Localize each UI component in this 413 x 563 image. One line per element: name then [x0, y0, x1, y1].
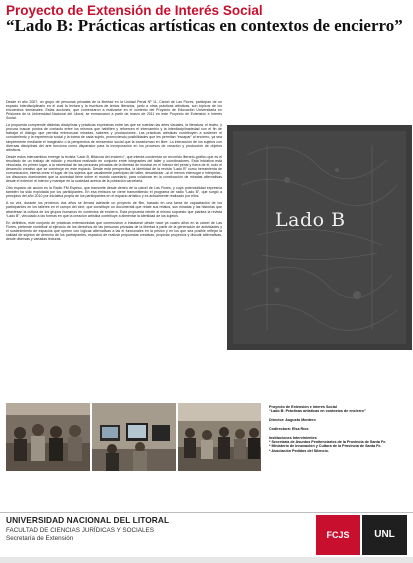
body-paragraph: A su vez, durante los próximos dos años se llevará adelante un proyecto de film, basado en una tarea de capacitación de los participantes en los talleres en el campo del cine, que constituye un documental que relate sus relatos, sus miradas y las historias que atraviesan la cultura de los grupos humanos en contextos de encierro. Esta propuesta remite al mismo supuesto que plantea la revista “Lado B”, vinculado a las formas en que la creación artística contribuye a alimentar la identidad de los sujetos.: [6, 201, 222, 218]
magazine-cover-image: [227, 125, 412, 350]
body-paragraph: Desde estos intercambios emerge la revista “Lado B, Bitácora del encierro”, que intenta condensar un recorrido literario-gráfico que es el resultado de un trabajo de edición y escritura realizado en conjunto entre integrantes del taller y coordinadores. Esta iniciativa está vinculada, en primer lugar, a la necesidad de las personas privadas de la libertad de mostrar en el interior del penal y fuera de él, todo el desarrollo creativo que se construye en este espacio. Desde esta perspectiva, la identidad de la revista “Lado B” como herramienta de comunicación, intenta crear el lugar de los sujetos que usualmente participan del taller, desarticular –si el menos interrogar e interpelar– los discursos dominantes que la sociedad tiene sobre el mundo carcelario, para colaborar en la construcción de miradas alternativas desde el exterior/ el interior y manejar en la sociedad acerca de la población carcelaria.: [6, 154, 222, 184]
institution-item: * Asociación Pedidos del Silencio.: [269, 448, 329, 453]
secretariat-name: Secretaría de Extensión: [6, 535, 74, 542]
body-paragraph: Otro espacio de acción es la Radio FM Espeso, que transmite desde dentro de la cárcel de Las Flores, y cuya potencialidad expresiva también ha sido explotada por los participantes. En esa emisora se viene transmitiendo el programa de radio “Lado B”, que surgió a principios del año 2010 por iniciativa propia de los participantes en el espacio artístico y es actualmente realizado por ellos.: [6, 186, 222, 199]
unl-logo: UNL: [362, 515, 407, 555]
coordinator: Codirectora: Elsa Ríos: [269, 426, 309, 431]
body-paragraph: Desde el año 2007, un grupo de personas privadas de la libertad en la Unidad Penal Nº 11, Cárcel de Las Flores, participan de un espacio interdisciplinario en el cual la lectura y la escritura de textos literarios, junto a otras prácticas artísticas, son tópicos de los encuentros semanales. Estas acciones, que comenzaron a realizarse en el contexto del Proyecto de Educación Universitaria en Prisiones de la Universidad Nacional del Litoral, se enmarcaron a partir de marzo de 2011 en este Proyecto de Extensión e Interés Social.: [6, 100, 222, 121]
faculty-name: FACULTAD DE CIENCIAS JURÍDICAS Y SOCIALES: [6, 527, 154, 534]
project-type-title: Proyecto de Extensión de Interés Social: [6, 3, 263, 18]
project-info: [269, 405, 409, 457]
fcjs-logo: FCJS: [316, 515, 360, 555]
director: Director: Augusto Montero: [269, 418, 316, 423]
body-text: [6, 100, 222, 244]
cover-artwork: [227, 125, 412, 350]
institutions-title: Instituciones Intervinientes: [269, 435, 317, 440]
body-paragraph: La propuesta comprende distintas disciplinas y prácticas expresivas entre las que se cuentan las artes visuales, la literatura, el teatro, y procura buscar puntos de contacto entre los mismos que habiliten y refuercen el intercambio y la interdisciplinariedad con el fin de trabajar el diálogo que permita entrecruzar miradas, saberes y producciones. Las prácticas artísticas contribuyen a sostener el conocimiento y la experiencia social y la trama de cada sujeto, promoviendo posibilidades que les permitan “escapar” al encierro, ya sea simplemente mediante el imaginario o la perspectiva de reinserción social que la transforman en libre. La interacción de los sujetos con diversas disciplinas del arte funciona como disparador para la incorporación en los procesos de creación y producción de objetos artísticos.: [6, 123, 222, 152]
body-paragraph: En definitiva, este conjunto de prácticas extensionistas que comenzaron a instalarse desde hace ya cuatro años en la cárcel de Las Flores, pretende contribuir al ejercicio de los derechos de las personas privadas de la libertad a partir de la generación de actividades y el sostenimiento de espacios que operen con lógicas alternativas a las el funcionales en la prisión y en los que sea posible reflejar la calidad de sujetos de derecho de los participantes, espacios de realizar propuestas creativas, propiciar proyectos y discutir alternativas, desde diversas y variadas lecturas.: [6, 220, 222, 241]
institution-item: * Secretaría de Asuntos Penitenciarios de la Provincia de Santa Fe.: [269, 439, 387, 444]
classroom-photo: [178, 403, 261, 471]
bottom-strip: [0, 557, 413, 563]
project-title: “Lado B: Prácticas artísticas en contextos de encierro”: [269, 409, 366, 414]
photo-strip: [6, 403, 261, 471]
computer-room-photo: [92, 403, 176, 471]
cover-title-text: Lado B: [275, 209, 346, 231]
institution-item: * Ministerio de Innovación y Cultura de la Provincia de Santa Fe.: [269, 444, 382, 449]
workshop-photo: [6, 403, 90, 471]
university-name: UNIVERSIDAD NACIONAL DEL LITORAL: [6, 515, 170, 525]
footer-divider: [0, 512, 413, 513]
project-name-title: “Lado B: Prácticas artísticas en contextos de encierro”: [6, 16, 403, 35]
project-label: Proyecto de Extensión e Interés Social: [269, 405, 337, 409]
